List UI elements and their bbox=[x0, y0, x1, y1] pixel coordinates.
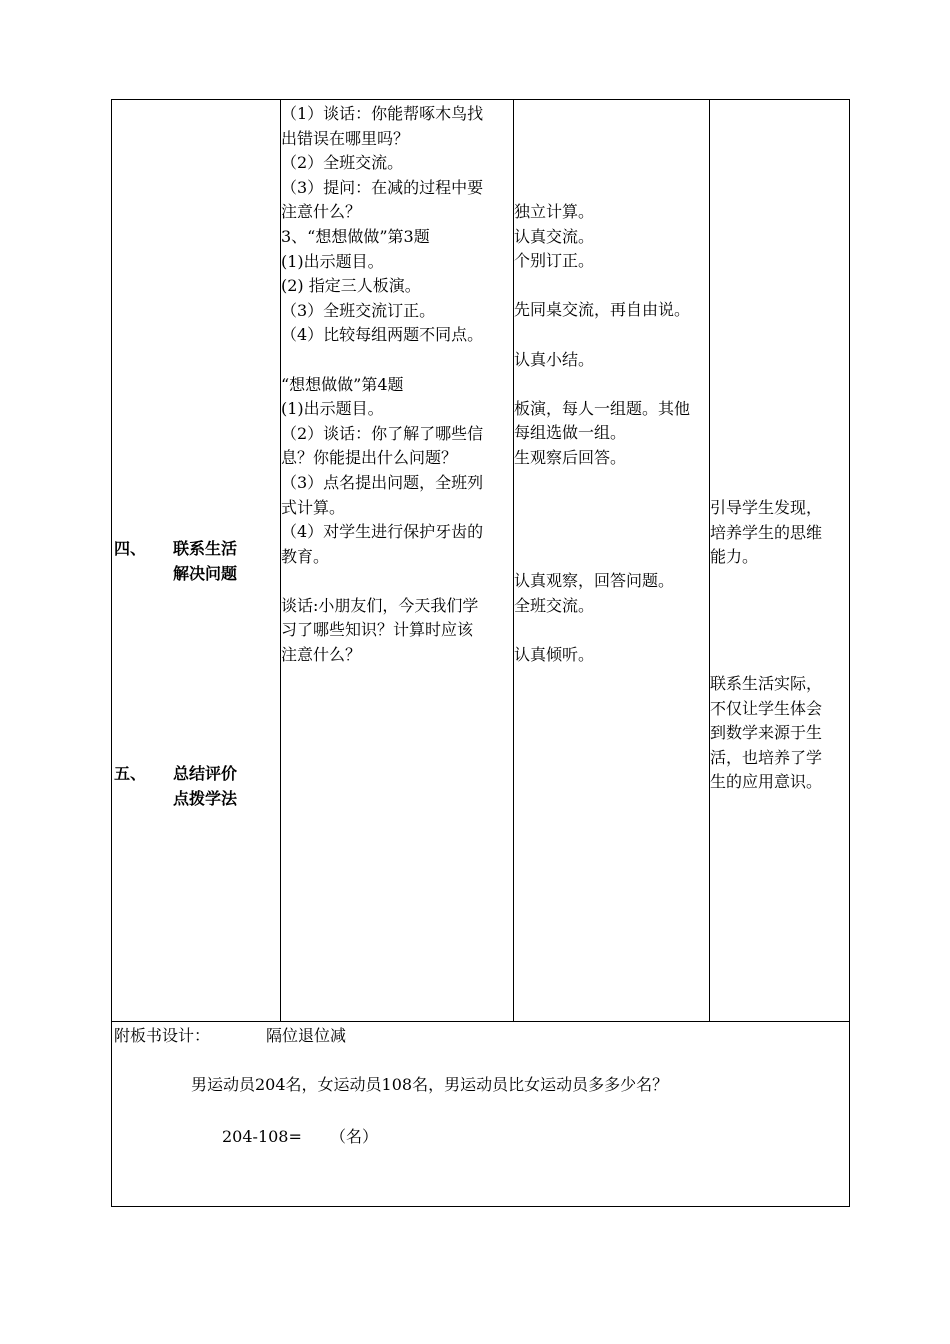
student-line: 先同桌交流，再自由说。 bbox=[514, 300, 691, 320]
student-line bbox=[514, 274, 709, 299]
student-line: 认真交流。 bbox=[514, 226, 595, 246]
teacher-line: （4）对学生进行保护牙齿的 bbox=[281, 522, 484, 542]
stage-title-line: 联系生活 bbox=[173, 539, 238, 558]
teacher-line: （3）点名提出问题，全班列 bbox=[281, 472, 484, 492]
student-activity-column bbox=[514, 200, 709, 667]
stage-title-line: 解决问题 bbox=[173, 564, 238, 583]
stage-number: 五、 bbox=[114, 764, 147, 783]
teacher-line: 教育。 bbox=[281, 546, 330, 566]
board-section-divider bbox=[111, 1021, 850, 1022]
intent-line: 到数学来源于生 bbox=[710, 723, 823, 743]
teacher-line: 谈话:小朋友们，今天我们学 bbox=[281, 595, 479, 615]
student-line bbox=[514, 471, 709, 496]
stage-4 bbox=[114, 537, 279, 587]
intent-line: 联系生活实际， bbox=[710, 674, 823, 693]
stage-title-line: 总结评价 bbox=[173, 764, 238, 783]
teacher-line: （4）比较每组两题不同点。 bbox=[281, 325, 484, 345]
stage-number: 四、 bbox=[114, 539, 147, 558]
intent-line: 引导学生发现， bbox=[710, 498, 823, 517]
intent-line: 能力。 bbox=[710, 547, 759, 567]
teacher-line: （2）全班交流。 bbox=[281, 153, 404, 173]
teacher-line bbox=[281, 348, 513, 373]
student-line: 全班交流。 bbox=[514, 595, 595, 615]
student-line bbox=[514, 323, 709, 348]
stage-5 bbox=[114, 762, 279, 812]
student-line bbox=[514, 544, 709, 569]
teacher-line: （3）全班交流订正。 bbox=[281, 300, 436, 320]
intent-line: 不仅让学生体会 bbox=[710, 698, 823, 718]
board-design-problem: 男运动员204名，女运动员108名，男运动员比女运动员多多少名？ bbox=[191, 1075, 669, 1094]
board-design-unit: （名） bbox=[330, 1127, 379, 1146]
teacher-line: (1)出示题目。 bbox=[281, 251, 384, 271]
student-line: 认真倾听。 bbox=[514, 644, 595, 664]
teacher-line: 注意什么？ bbox=[281, 202, 362, 222]
teacher-line: 3、“想想做做”第3题 bbox=[281, 226, 430, 246]
design-intent-block-1 bbox=[710, 496, 850, 570]
teacher-line: 注意什么？ bbox=[281, 645, 362, 665]
student-line bbox=[514, 372, 709, 397]
teacher-line bbox=[281, 569, 513, 594]
teacher-line: “想想做做”第4题 bbox=[281, 374, 404, 394]
student-line: 个别订正。 bbox=[514, 251, 595, 271]
student-line bbox=[514, 520, 709, 545]
teacher-line: 息？你能提出什么问题？ bbox=[281, 448, 458, 468]
teacher-activity-column bbox=[281, 102, 513, 668]
student-line: 生观察后回答。 bbox=[514, 447, 627, 467]
design-intent-block-2 bbox=[710, 672, 850, 795]
teacher-line: 习了哪些知识？计算时应该 bbox=[281, 620, 474, 640]
student-line: 独立计算。 bbox=[514, 202, 595, 221]
student-line bbox=[514, 495, 709, 520]
teacher-line: (1)出示题目。 bbox=[281, 399, 384, 419]
intent-line: 活，也培养了学 bbox=[710, 747, 823, 767]
board-design-title: 隔位退位减 bbox=[266, 1026, 347, 1045]
board-design-label: 附板书设计： bbox=[114, 1026, 211, 1045]
teacher-line: （1）谈话：你能帮啄木鸟找 bbox=[281, 104, 484, 123]
teacher-line: 式计算。 bbox=[281, 497, 346, 517]
student-line bbox=[514, 618, 709, 643]
teacher-line: （2）谈话：你了解了哪些信 bbox=[281, 423, 484, 443]
student-line: 板演，每人一组题。其他 bbox=[514, 398, 691, 418]
student-line: 认真观察，回答问题。 bbox=[514, 570, 675, 590]
teacher-line: （3）提问：在减的过程中要 bbox=[281, 177, 484, 197]
student-line: 每组选做一组。 bbox=[514, 423, 627, 443]
teacher-line: 出错误在哪里吗？ bbox=[281, 128, 410, 148]
stage-title-line: 点拨学法 bbox=[173, 789, 238, 808]
intent-line: 生的应用意识。 bbox=[710, 772, 823, 792]
student-line: 认真小结。 bbox=[514, 349, 595, 369]
intent-line: 培养学生的思维 bbox=[710, 522, 823, 542]
teacher-line: (2) 指定三人板演。 bbox=[281, 276, 421, 296]
board-design-equation: 204-108= bbox=[222, 1127, 302, 1146]
